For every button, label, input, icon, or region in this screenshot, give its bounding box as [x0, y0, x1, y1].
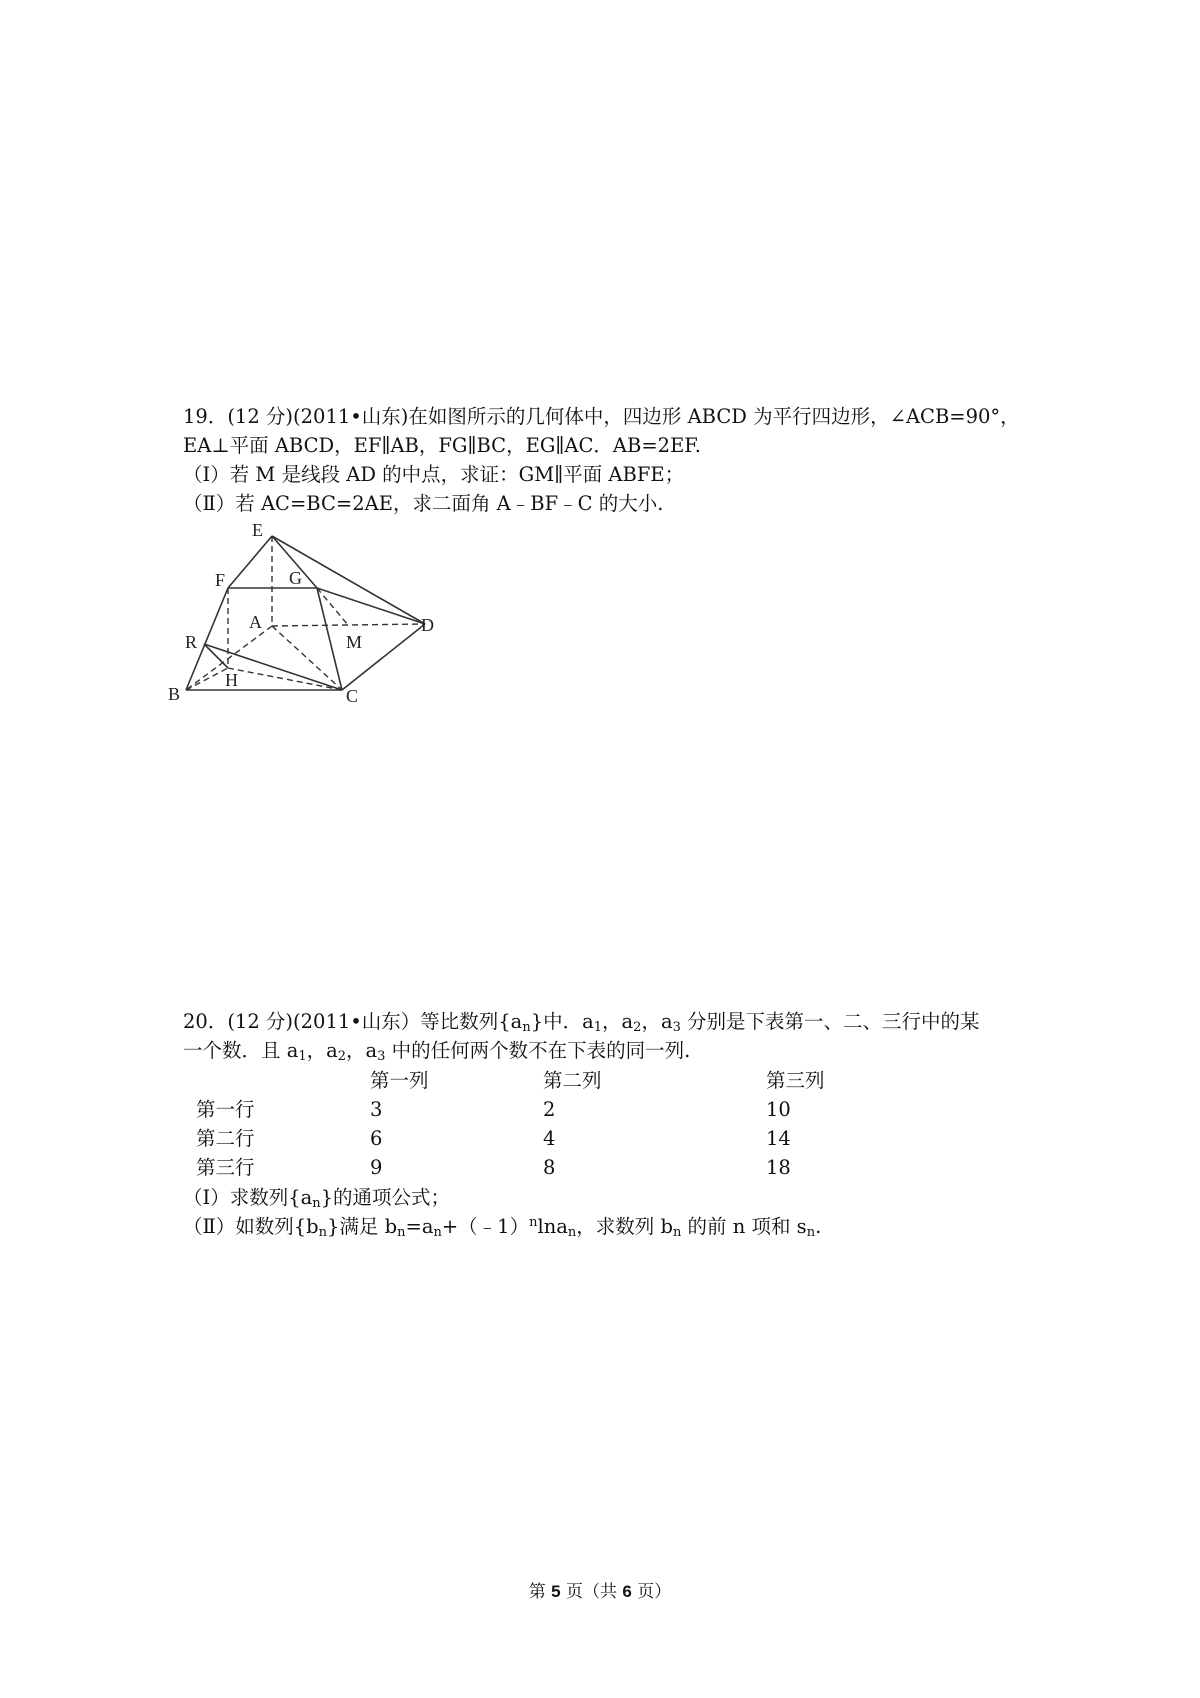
q19-part-1: （Ⅰ）若 M 是线段 AD 的中点，求证：GM∥平面 ABFE； [183, 463, 685, 486]
table-header-2: 第二列 [543, 1069, 602, 1092]
table-row-label: 第一行 [196, 1098, 255, 1121]
q20-part-2: （Ⅱ）如数列$\{b_n\}$满足 $b_n=a_n+(﹣1)^n\ln a_n$，求数列 $b_n$ 的前 n 项和 $s_n$. [183, 1215, 822, 1240]
table-cell: 18 [766, 1156, 791, 1179]
q19-line-2: EA⊥平面 ABCD，EF∥AB，FG∥BC，EG∥AC．AB=2EF. [183, 434, 701, 457]
edge-GC [317, 588, 342, 690]
label-H: H [225, 670, 238, 690]
label-F: F [215, 570, 226, 590]
table-cell: 6 [370, 1127, 383, 1150]
q20-part-1: （Ⅰ）求数列$\{a_n\}$的通项公式； [183, 1186, 451, 1211]
page-footer: 第 5 页（共 6 页） [528, 1582, 672, 1602]
q20-line-1: 20．(12 分)(2011•山东）等比数列$\{a_n\}$中．$a_1$，$a_2$，$a_3$ 分别是下表第一、二、三行中的某 [183, 1010, 980, 1035]
page-total: 6 [622, 1582, 632, 1601]
label-A: A [249, 612, 262, 632]
label-B: B [168, 684, 181, 704]
edge-EF [228, 536, 272, 588]
q19-part-2: （Ⅱ）若 AC=BC=2AE，求二面角 A﹣BF﹣C 的大小. [183, 492, 664, 515]
label-M: M [346, 632, 363, 652]
table-cell: 14 [766, 1127, 791, 1150]
label-G: G [289, 568, 302, 588]
table-cell: 2 [543, 1098, 556, 1121]
q19-line-1: 19．(12 分)(2011•山东)在如图所示的几何体中，四边形 ABCD 为平行四边形，∠ACB=90°， [183, 405, 1020, 428]
table-row-label: 第二行 [196, 1127, 255, 1150]
label-C: C [346, 686, 359, 706]
label-R: R [185, 632, 198, 652]
table-header-1: 第一列 [370, 1069, 429, 1092]
edge-AC [272, 626, 342, 690]
table-cell: 8 [543, 1156, 556, 1179]
edge-BH [186, 668, 228, 690]
table-cell: 4 [543, 1127, 556, 1150]
geometry-figure [168, 518, 468, 733]
table-cell: 9 [370, 1156, 383, 1179]
table-cell: 3 [370, 1098, 383, 1121]
label-D: D [421, 615, 434, 635]
edge-AD [272, 624, 425, 626]
table-header-3: 第三列 [766, 1069, 825, 1092]
table-row-label: 第三行 [196, 1156, 255, 1179]
table-cell: 10 [766, 1098, 791, 1121]
label-E: E [252, 520, 263, 540]
page-number: 5 [551, 1582, 561, 1601]
q20-line-2: 一个数．且 $a_1$，$a_2$，$a_3$ 中的任何两个数不在下表的同一列. [183, 1039, 691, 1064]
